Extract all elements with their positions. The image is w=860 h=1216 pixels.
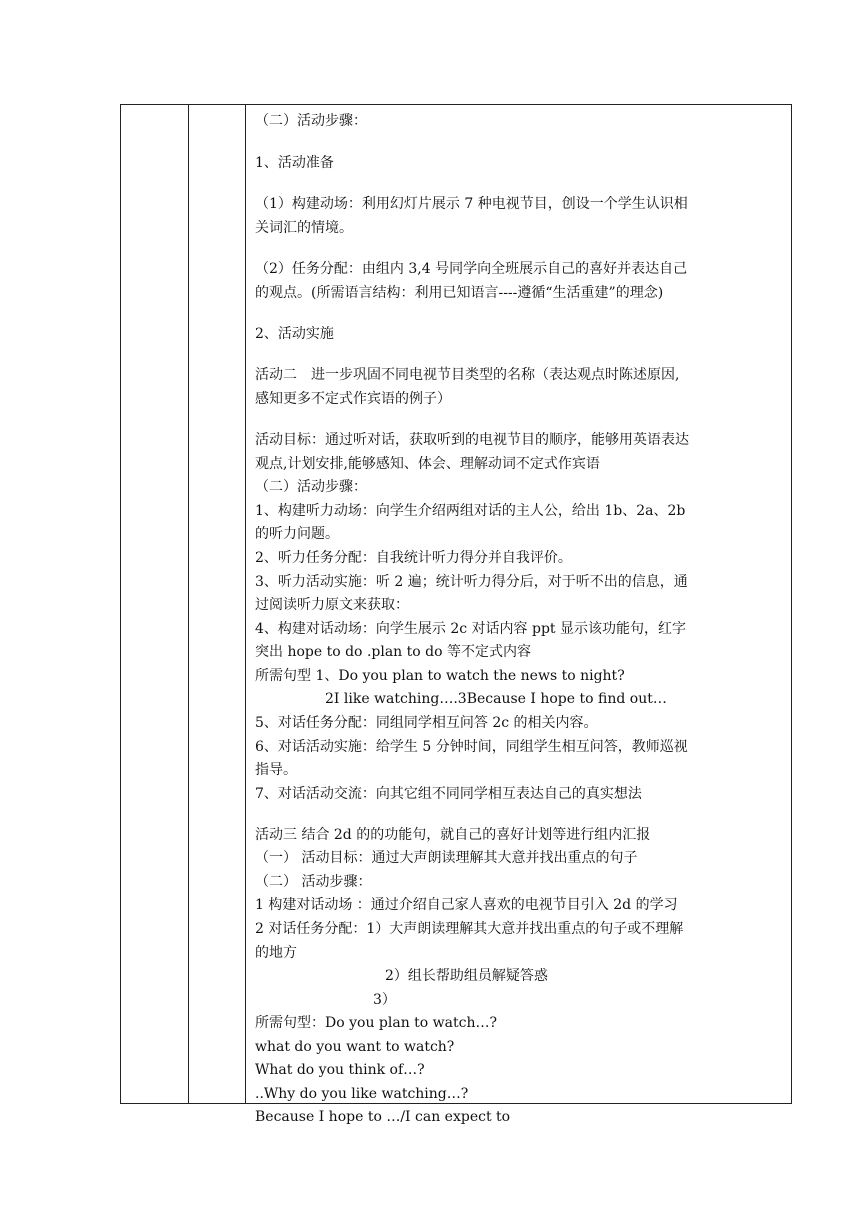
text-line: ..Why do you like watching…? [255,1086,469,1102]
text-line: 2 对话任务分配：1）大声朗读理解其大意并找出重点的句子或不理解 [255,921,684,937]
text-line: 感知更多不定式作宾语的例子） [255,391,451,407]
text-line: 1 构建对话动场 ：通过介绍自己家人喜欢的电视节目引入 2d 的学习 [255,897,678,913]
text-line: 7、对话活动交流：向其它组不同同学相互表达自己的真实想法 [255,786,642,802]
text-line: what do you want to watch? [255,1039,455,1055]
text-line: 3、听力活动实施：听 2 遍；统计听力得分后，对于听不出的信息，通 [255,574,688,590]
text-line: 指导。 [255,762,297,778]
text-line: 过阅读听力原文来获取： [255,597,409,613]
text-line: 1、构建听力动场：向学生介绍两组对话的主人公，给出 1b、2a、2b [255,503,686,519]
text-line: 6、对话活动实施：给学生 5 分钟时间，同组学生相互问答，教师巡视 [255,739,688,755]
column-divider-2 [245,105,246,1103]
text-line: （二）活动步骤： [255,479,367,495]
text-line: 4、构建对话动场：向学生展示 2c 对话内容 ppt 显示该功能句，红字 [255,621,687,637]
text-line: 的听力问题。 [255,526,339,542]
text-line: 所需句型 1、Do you plan to watch the news to night? [255,668,625,684]
text-line: 活动三 结合 2d 的的功能句，就自己的喜好计划等进行组内汇报 [255,827,651,843]
text-line: 活动目标：通过听对话，获取听到的电视节目的顺序，能够用英语表达 [255,432,689,448]
text-line: 2、活动实施 [255,326,334,342]
text-line: 活动二 进一步巩固不同电视节目类型的名称（表达观点时陈述原因, [255,367,680,383]
text-line: 3） [373,992,396,1008]
text-line: （一） 活动目标：通过大声朗读理解其大意并找出重点的句子 [255,850,638,866]
text-line: （二） 活动步骤： [255,874,372,890]
text-line: 关词汇的情境。 [255,220,353,236]
activity-content-cell [255,104,787,1125]
text-line: 突出 hope to do .plan to do 等不定式内容 [255,644,531,660]
text-line: （2）任务分配：由组内 3,4 号同学向全班展示自己的喜好并表达自己 [255,261,688,277]
text-line: 2、听力任务分配：自我统计听力得分并自我评价。 [255,550,572,566]
text-line: 5、对话任务分配：同组同学相互问答 2c 的相关内容。 [255,715,598,731]
text-line: Because I hope to …/I can expect to [255,1109,511,1125]
text-line: （二）活动步骤： [255,113,367,129]
text-line: （1）构建动场：利用幻灯片展示 7 种电视节目，创设一个学生认识相 [255,196,688,212]
text-line: 2I like watching….3Because I hope to find out… [325,691,667,707]
text-line: 观点,计划安排,能够感知、体会、理解动词不定式作宾语 [255,456,600,472]
text-line: 2）组长帮助组员解疑答惑 [385,968,548,984]
text-line: What do you think of…? [255,1062,425,1078]
column-divider-1 [188,105,189,1103]
text-line: 所需句型：Do you plan to watch…? [255,1015,497,1031]
text-line: 1、活动准备 [255,155,334,171]
text-line: 的地方 [255,945,297,961]
text-line: 的观点。(所需语言结构：利用已知语言----遵循“生活重建”的理念) [255,285,664,301]
